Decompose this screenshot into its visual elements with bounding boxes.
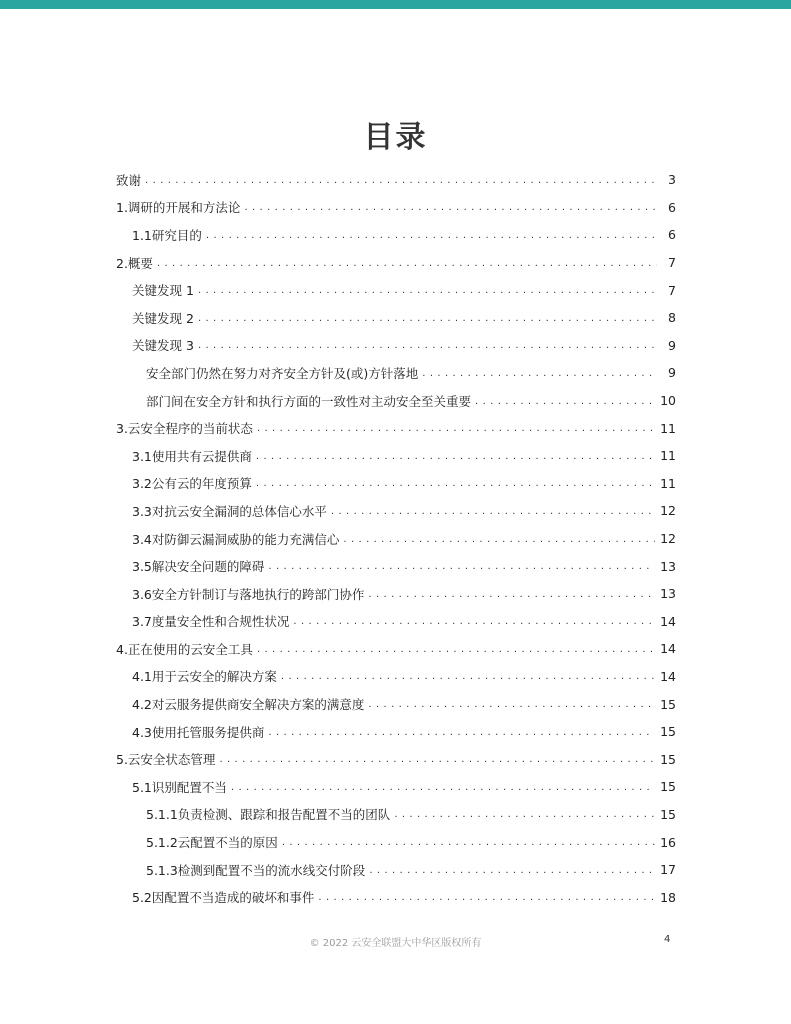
toc-entry-page[interactable]: 8 xyxy=(668,310,676,326)
toc-dot-leader xyxy=(257,643,655,657)
toc-entry[interactable] xyxy=(116,773,676,801)
toc-dot-leader xyxy=(475,395,655,409)
page-title: 目录 xyxy=(363,120,428,155)
toc-entry-page[interactable]: 7 xyxy=(668,255,676,271)
toc-entry-page[interactable]: 14 xyxy=(660,641,676,657)
toc-dot-leader xyxy=(268,560,655,574)
toc-entry[interactable] xyxy=(116,828,676,856)
toc-dot-leader xyxy=(369,864,655,878)
toc-entry-page[interactable]: 15 xyxy=(660,696,676,712)
toc-dot-leader xyxy=(198,284,657,298)
toc-entry[interactable] xyxy=(116,635,676,663)
toc-entry[interactable] xyxy=(116,304,676,332)
toc-entry-page[interactable]: 15 xyxy=(660,751,676,767)
toc-entry[interactable] xyxy=(116,249,676,277)
toc-entry-label[interactable]: 1.调研的开展和方法论 xyxy=(116,200,241,216)
toc-entry-page[interactable]: 18 xyxy=(660,889,676,905)
toc-entry-page[interactable]: 16 xyxy=(660,834,676,850)
toc-dot-leader xyxy=(293,615,655,629)
toc-dot-leader xyxy=(244,201,657,215)
toc-entry[interactable] xyxy=(116,745,676,773)
toc-entry-page[interactable]: 12 xyxy=(660,503,676,519)
toc-dot-leader xyxy=(256,477,655,491)
toc-entry-label[interactable]: 关键发现 2 xyxy=(132,310,194,326)
toc-entry-page[interactable]: 15 xyxy=(660,779,676,795)
toc-entry-page[interactable]: 14 xyxy=(660,613,676,629)
toc-dot-leader xyxy=(198,339,657,353)
toc-entry[interactable] xyxy=(116,580,676,608)
top-accent-bar xyxy=(0,0,791,9)
toc-entry-label[interactable]: 致谢 xyxy=(116,172,142,188)
toc-entry-label[interactable]: 关键发现 1 xyxy=(132,283,194,299)
toc-dot-leader xyxy=(145,174,657,188)
toc-entry[interactable] xyxy=(116,387,676,415)
toc-entry-label[interactable]: 5.1.1负责检测、跟踪和报告配置不当的团队 xyxy=(146,807,391,823)
toc-entry[interactable] xyxy=(116,663,676,691)
toc-dot-leader xyxy=(282,836,655,850)
toc-entry[interactable] xyxy=(116,442,676,470)
toc-entry-page[interactable]: 3 xyxy=(668,172,676,188)
toc-entry-label[interactable]: 3.5解决安全问题的障碍 xyxy=(132,559,265,575)
toc-entry-page[interactable]: 11 xyxy=(660,420,676,436)
toc-entry-page[interactable]: 6 xyxy=(668,199,676,215)
toc-entry-label[interactable]: 关键发现 3 xyxy=(132,338,194,354)
toc-dot-leader xyxy=(394,808,655,822)
toc-entry-label[interactable]: 4.1用于云安全的解决方案 xyxy=(132,669,277,685)
toc-entry-label[interactable]: 3.云安全程序的当前状态 xyxy=(116,421,253,437)
toc-entry[interactable] xyxy=(116,552,676,580)
toc-entry-label[interactable]: 5.2因配置不当造成的破坏和事件 xyxy=(132,890,315,906)
toc-entry-page[interactable]: 14 xyxy=(660,668,676,684)
table-of-contents xyxy=(116,166,676,911)
toc-entry[interactable] xyxy=(116,359,676,387)
toc-entry[interactable] xyxy=(116,690,676,718)
toc-entry-label[interactable]: 3.3对抗云安全漏洞的总体信心水平 xyxy=(132,503,327,519)
toc-entry-page[interactable]: 10 xyxy=(660,393,676,409)
toc-entry-page[interactable]: 13 xyxy=(660,586,676,602)
toc-entry-page[interactable]: 12 xyxy=(660,531,676,547)
toc-entry[interactable] xyxy=(116,608,676,636)
toc-entry-page[interactable]: 9 xyxy=(668,337,676,353)
toc-entry[interactable] xyxy=(116,718,676,746)
toc-dot-leader xyxy=(206,229,657,243)
toc-entry[interactable] xyxy=(116,497,676,525)
toc-entry[interactable] xyxy=(116,856,676,884)
toc-entry[interactable] xyxy=(116,166,676,194)
toc-entry[interactable] xyxy=(116,525,676,553)
toc-dot-leader xyxy=(268,726,655,740)
footer-copyright: © 2022 云安全联盟大中华区版权所有 xyxy=(309,938,482,949)
toc-entry-label[interactable]: 3.4对防御云漏洞威胁的能力充满信心 xyxy=(132,531,340,547)
toc-entry-label[interactable]: 3.7度量安全性和合规性状况 xyxy=(132,614,290,630)
toc-entry-label[interactable]: 3.2公有云的年度预算 xyxy=(132,476,252,492)
toc-entry[interactable] xyxy=(116,221,676,249)
toc-dot-leader xyxy=(219,753,655,767)
toc-entry-label[interactable]: 部门间在安全方针和执行方面的一致性对主动安全至关重要 xyxy=(146,393,472,409)
toc-entry-page[interactable]: 11 xyxy=(660,475,676,491)
toc-entry-label[interactable]: 安全部门仍然在努力对齐安全方针及(或)方针落地 xyxy=(146,365,419,381)
toc-entry-page[interactable]: 17 xyxy=(660,862,676,878)
toc-entry-label[interactable]: 3.6安全方针制订与落地执行的跨部门协作 xyxy=(132,586,365,602)
toc-entry-page[interactable]: 9 xyxy=(668,365,676,381)
toc-entry-label[interactable]: 4.2对云服务提供商安全解决方案的满意度 xyxy=(132,697,365,713)
toc-entry-page[interactable]: 15 xyxy=(660,806,676,822)
toc-entry-page[interactable]: 15 xyxy=(660,724,676,740)
toc-entry[interactable] xyxy=(116,801,676,829)
toc-entry-label[interactable]: 4.3使用托管服务提供商 xyxy=(132,724,265,740)
toc-dot-leader xyxy=(318,891,655,905)
toc-dot-leader xyxy=(422,367,657,381)
toc-entry-label[interactable]: 1.1研究目的 xyxy=(132,227,202,243)
toc-dot-leader xyxy=(368,698,655,712)
toc-dot-leader xyxy=(157,257,657,271)
toc-entry[interactable] xyxy=(116,470,676,498)
toc-entry-page[interactable]: 13 xyxy=(660,558,676,574)
toc-entry-label[interactable]: 2.概要 xyxy=(116,255,153,271)
toc-entry[interactable] xyxy=(116,414,676,442)
toc-dot-leader xyxy=(368,588,655,602)
toc-entry-label[interactable]: 4.正在使用的云安全工具 xyxy=(116,641,253,657)
toc-dot-leader xyxy=(198,312,657,326)
toc-dot-leader xyxy=(231,781,655,795)
toc-dot-leader xyxy=(257,422,655,436)
toc-entry[interactable] xyxy=(116,883,676,911)
toc-dot-leader xyxy=(343,533,655,547)
toc-entry-page[interactable]: 6 xyxy=(668,227,676,243)
toc-entry-label[interactable]: 5.1.2云配置不当的原因 xyxy=(146,835,278,851)
toc-dot-leader xyxy=(281,670,655,684)
toc-entry-label[interactable]: 3.1使用共有云提供商 xyxy=(132,448,252,464)
toc-entry[interactable] xyxy=(116,332,676,360)
toc-entry-page[interactable]: 7 xyxy=(668,282,676,298)
toc-entry[interactable] xyxy=(116,194,676,222)
toc-entry-label[interactable]: 5.1.3检测到配置不当的流水线交付阶段 xyxy=(146,862,366,878)
footer-page-number: 4 xyxy=(664,934,671,945)
toc-entry-label[interactable]: 5.云安全状态管理 xyxy=(116,752,216,768)
toc-entry-page[interactable]: 11 xyxy=(660,448,676,464)
toc-dot-leader xyxy=(331,505,655,519)
toc-entry-label[interactable]: 5.1识别配置不当 xyxy=(132,779,227,795)
toc-entry[interactable] xyxy=(116,276,676,304)
toc-dot-leader xyxy=(256,450,655,464)
